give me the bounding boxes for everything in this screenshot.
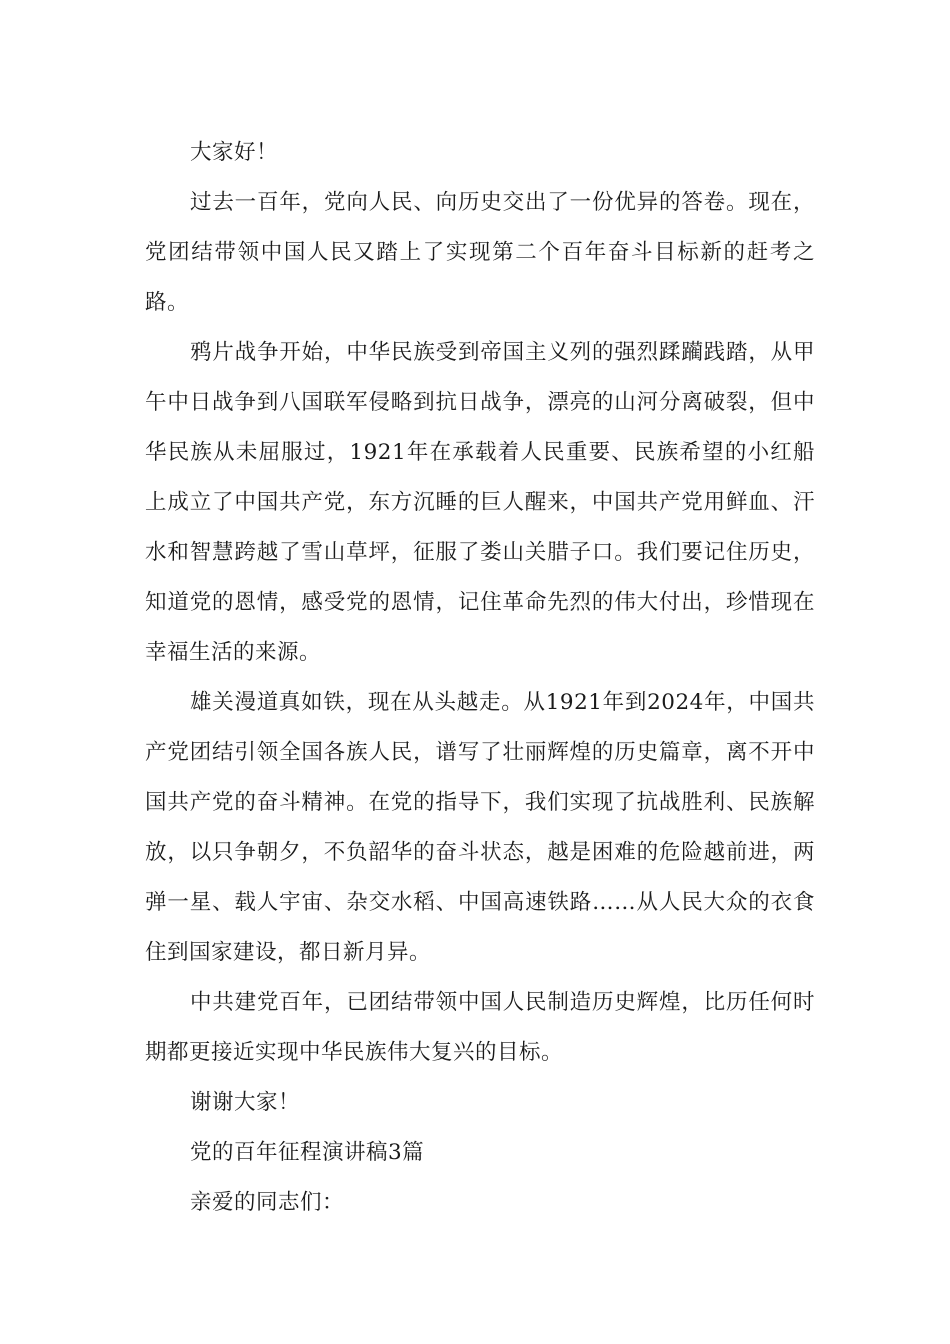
body-paragraph: 雄关漫道真如铁，现在从头越走。从1921年到2024年，中国共产党团结引领全国各族人民，谱写了壮丽辉煌的历史篇章，离不开中国共产党的奋斗精神。在党的指导下，我们实现了抗战胜利、民族解放，以只争朝夕，不负韶华的奋斗状态，越是困难的危险越前进，两弹一星、载人宇宙、杂交水稻、中国高速铁路……从人民大众的衣食住到国家建设，都日新月异。 xyxy=(145,690,815,965)
document-body xyxy=(145,128,815,1228)
section-title: 党的百年征程演讲稿3篇 xyxy=(190,1140,425,1165)
body-paragraph: 过去一百年，党向人民、向历史交出了一份优异的答卷。现在，党团结带领中国人民又踏上了实现第二个百年奋斗目标新的赶考之路。 xyxy=(145,190,815,315)
body-paragraph: 中共建党百年，已团结带领中国人民制造历史辉煌，比历任何时期都更接近实现中华民族伟大复兴的目标。 xyxy=(145,990,815,1065)
body-paragraph: 鸦片战争开始，中华民族受到帝国主义列的强烈蹂躏践踏，从甲午中日战争到八国联军侵略到抗日战争，漂亮的山河分离破裂，但中华民族从未屈服过，1921年在承载着人民重要、民族希望的小红船上成立了中国共产党，东方沉睡的巨人醒来，中国共产党用鲜血、汗水和智慧跨越了雪山草坪，征服了娄山关腊子口。我们要记住历史，知道党的恩情，感受党的恩情，记住革命先烈的伟大付出，珍惜现在幸福生活的来源。 xyxy=(145,340,815,665)
greeting-paragraph: 大家好！ xyxy=(190,140,279,165)
salutation-paragraph: 亲爱的同志们： xyxy=(190,1190,345,1215)
closing-paragraph: 谢谢大家！ xyxy=(190,1090,301,1115)
